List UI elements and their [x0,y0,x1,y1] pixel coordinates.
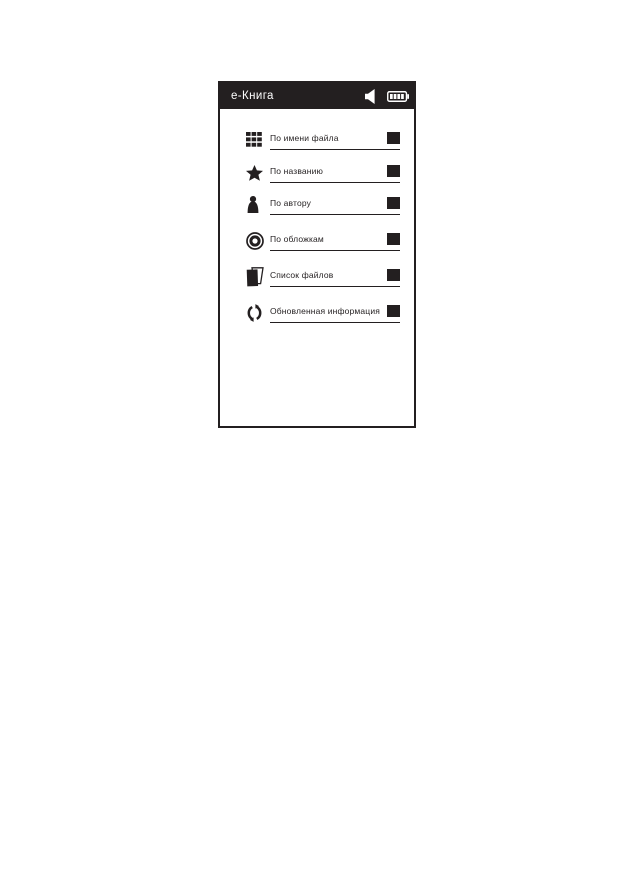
star-icon [246,162,270,183]
ebook-device-screen [218,81,416,428]
menu-item-star[interactable] [246,162,400,183]
title-bar [220,83,414,109]
menu-item-refresh[interactable] [246,302,400,323]
menu-item-square[interactable] [387,165,400,177]
menu-item-label: По обложкам [270,233,324,244]
pages-icon [246,266,270,287]
menu-item-label: Обновленная информация [270,305,380,316]
menu-item-pages[interactable] [246,266,400,287]
menu-item-label: По названию [270,165,324,176]
menu-item-label: Список файлов [270,269,334,280]
refresh-icon [246,302,270,323]
menu-item-label: По имени файла [270,132,339,143]
menu-item-square[interactable] [387,197,400,209]
disc-icon [246,230,270,251]
menu-item-square[interactable] [387,132,400,144]
menu-item-disc[interactable] [246,230,400,251]
menu-item-square[interactable] [387,305,400,317]
speaker-icon [365,89,376,104]
battery-icon [387,91,409,102]
menu-item-square[interactable] [387,233,400,245]
status-icons [365,89,409,104]
person-icon [246,194,270,215]
menu-item-grid[interactable] [246,129,400,150]
page-title: е-Книга [231,90,274,102]
main-menu [220,109,414,323]
grid-icon [246,129,270,150]
menu-item-square[interactable] [387,269,400,281]
menu-item-label: По автору [270,197,312,208]
menu-item-person[interactable] [246,194,400,215]
